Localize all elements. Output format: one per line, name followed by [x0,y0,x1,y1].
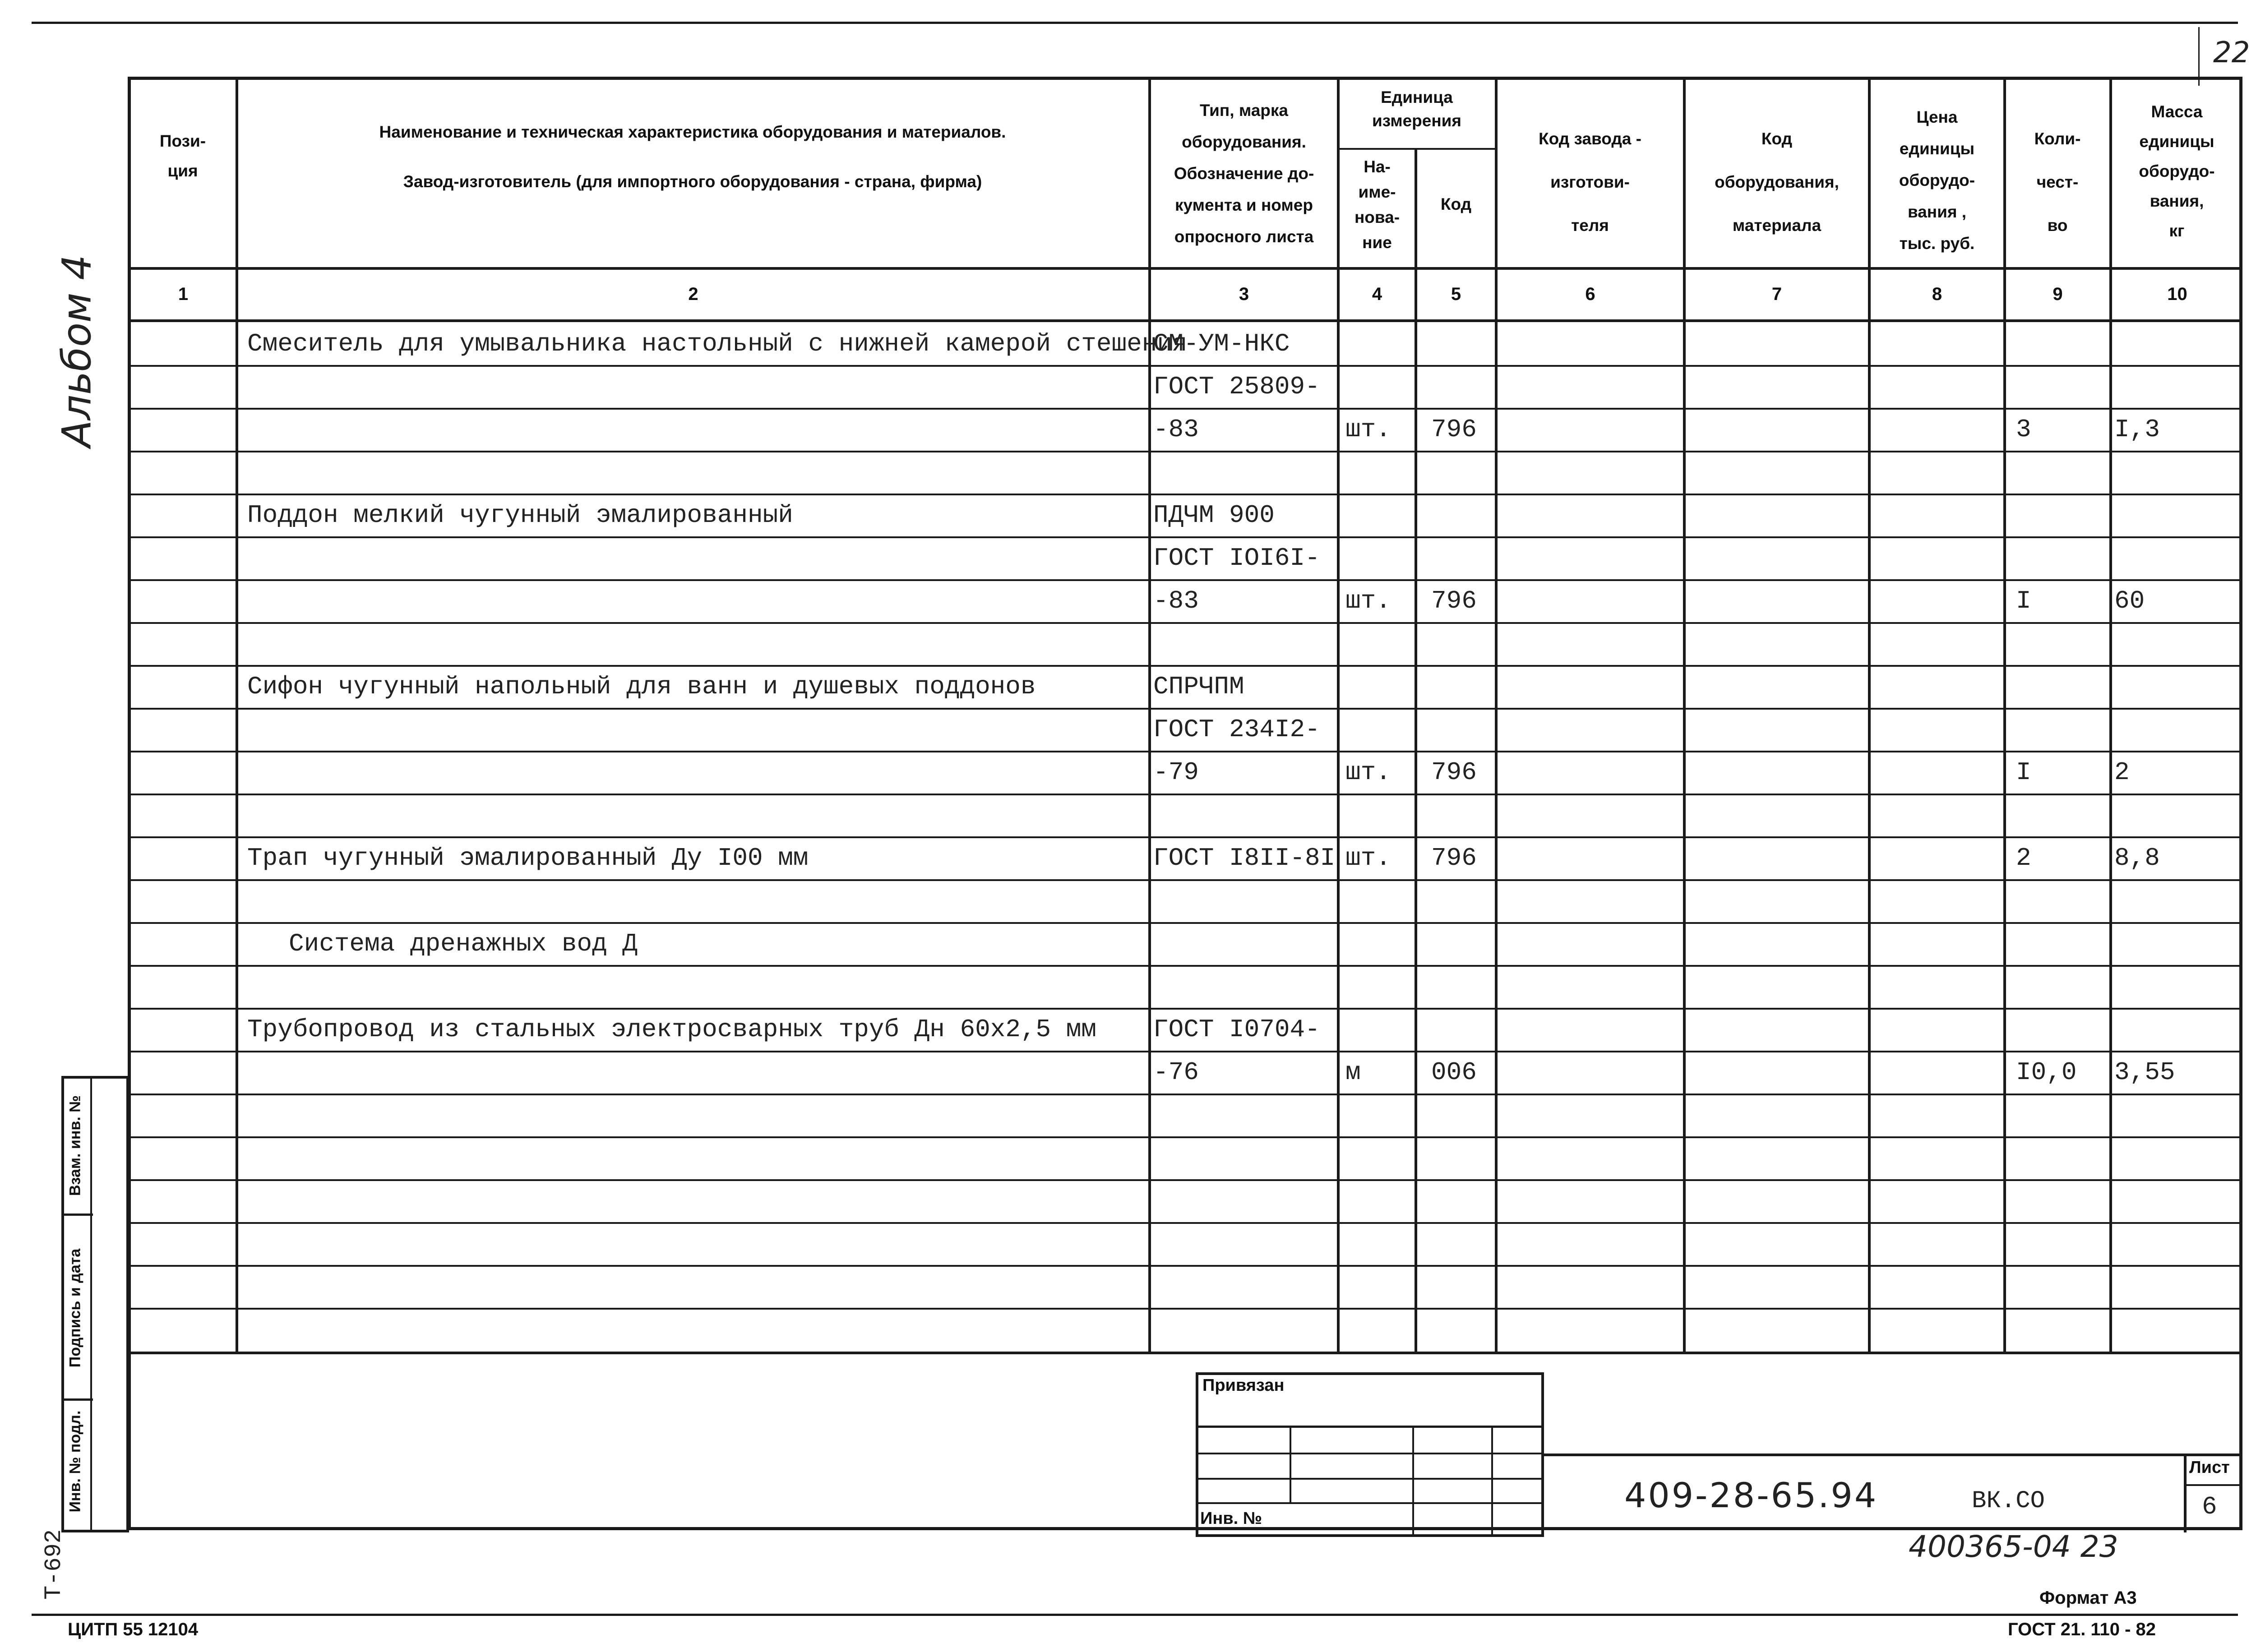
column-number-2: 2 [688,284,698,304]
top-frame-line [32,22,2238,24]
header-quantity: Коли- чест- во [2034,129,2081,235]
column-number-8: 8 [1932,284,1942,304]
sheet-label: Лист [2189,1458,2230,1477]
table-cell-name: Система дренажных вод Д [289,929,638,958]
header-name: Наименование и техническая характеристика оборудования и материалов. Завод-изготовитель (для импортного оборудования - страна, фирма) [379,123,1006,191]
column-number-1: 1 [178,284,189,304]
table-cell-type: ГОСТ I8II-8I [1153,844,1336,872]
table-cell-type: -83 [1153,415,1199,444]
column-number-4: 4 [1372,284,1382,304]
side-stamp-label-2: Подпись и дата [66,1248,84,1368]
table-cell-type: ГОСТ 25809- [1153,372,1320,401]
table-cell-qty: I0,0 [2016,1058,2077,1087]
row-separator [128,1308,2242,1310]
header-unit-code: Код [1440,195,1472,213]
table-cell-type: ГОСТ 234I2- [1153,715,1320,744]
privyazan-vline-1 [1290,1426,1291,1502]
table-cell-unit: шт. [1345,758,1391,787]
header-equipment-code: Код оборудования, материала [1715,129,1839,235]
header-unit-name: На- име- нова- ние [1354,157,1400,252]
column-number-9: 9 [2053,284,2063,304]
table-cell-name: Поддон мелкий чугунный эмалированный [247,501,793,530]
inv-no-label: Инв. № [1200,1509,1262,1528]
table-cell-type: -83 [1153,586,1199,615]
header-unit-group: Единица измерения [1372,88,1462,130]
table-cell-mass: 2 [2114,758,2130,787]
footer-vertical-code: Т-692 [41,1529,67,1600]
row-separator [128,1179,2242,1181]
table-cell-type: СМ-УМ-НКС [1153,329,1290,358]
footer-standard: ГОСТ 21. 110 - 82 [2008,1620,2156,1639]
table-cell-type: СПРЧПМ [1153,672,1244,701]
table-cell-code: 796 [1431,758,1477,787]
table-cell-mass: 8,8 [2114,844,2160,872]
table-cell-type: -79 [1153,758,1199,787]
table-cell-unit: шт. [1345,586,1391,615]
table-cell-qty: I [2016,758,2031,787]
header-position: Пози- ция [159,132,206,180]
document-number: 409-28-65.94 [1624,1475,1878,1515]
side-stamp-divider [90,1076,92,1532]
table-cell-type: ГОСТ I0704- [1153,1015,1320,1044]
corner-sheet-number: 22 [2213,36,2250,69]
privyazan-label: Привязан [1202,1376,1285,1395]
table-cell-type: -76 [1153,1058,1199,1087]
footer-left-code: ЦИТП 55 12104 [68,1620,199,1639]
table-cell-mass: I,3 [2114,415,2160,444]
table-cell-unit: шт. [1345,844,1391,872]
header-mass: Масса единицы оборудо- вания, кг [2139,102,2215,240]
table-cell-qty: 3 [2016,415,2031,444]
column-number-6: 6 [1585,284,1595,304]
sheet-value: 6 [2202,1492,2217,1521]
column-number-5: 5 [1451,284,1461,304]
album-label: Альбом 4 [53,254,100,448]
header-price: Цена единицы оборудо- вания , тыс. руб. [1899,108,1975,253]
frame-bottom-line [32,1614,2238,1616]
table-cell-qty: 2 [2016,844,2031,872]
table-cell-code: 796 [1431,415,1477,444]
table-cell-unit: шт. [1345,415,1391,444]
table-cell-type: ПДЧМ 900 [1153,501,1275,530]
privyazan-vline-3 [1491,1426,1493,1537]
extra-number: 400365-04 23 [1909,1529,2118,1564]
side-stamp-label-1: Инв. № подл. [66,1410,84,1513]
table-cell-code: 796 [1431,844,1477,872]
title-block-top-line [1543,1454,2242,1456]
row-separator [128,1222,2242,1224]
table-cell-name: Смеситель для умывальника настольный с нижней камерой стешения [247,329,1188,358]
table-cell-mass: 3,55 [2114,1058,2175,1087]
header-type: Тип, марка оборудования. Обозначение до- кумента и номер опросного листа [1174,101,1314,246]
row-separator [128,1136,2242,1138]
table-cell-code: 796 [1431,586,1477,615]
table-cell-name: Трубопровод из стальных электросварных труб Дн 60х2,5 мм [247,1015,1096,1044]
table-cell-name: Сифон чугунный напольный для ванн и душевых поддонов [247,672,1036,701]
column-number-7: 7 [1771,284,1782,304]
table-cell-code: 006 [1431,1058,1477,1087]
body-bottom-line [128,1352,2242,1354]
row-separator [128,1265,2242,1267]
table-cell-name: Трап чугунный эмалированный Ду I00 мм [247,844,809,872]
privyazan-vline-2 [1412,1426,1414,1537]
column-number-10: 10 [2167,284,2187,304]
document-code: ВК.СО [1972,1487,2045,1515]
table-cell-mass: 60 [2114,586,2145,615]
table-cell-unit: м [1345,1058,1361,1087]
table-cell-type: ГОСТ IOI6I- [1153,544,1320,572]
column-number-3: 3 [1239,284,1249,304]
header-factory-code: Код завода - изготови- теля [1539,129,1641,235]
table-cell-qty: I [2016,586,2031,615]
footer-format: Формат А3 [2039,1588,2137,1608]
side-stamp-label-3: Взам. инв. № [66,1095,84,1196]
